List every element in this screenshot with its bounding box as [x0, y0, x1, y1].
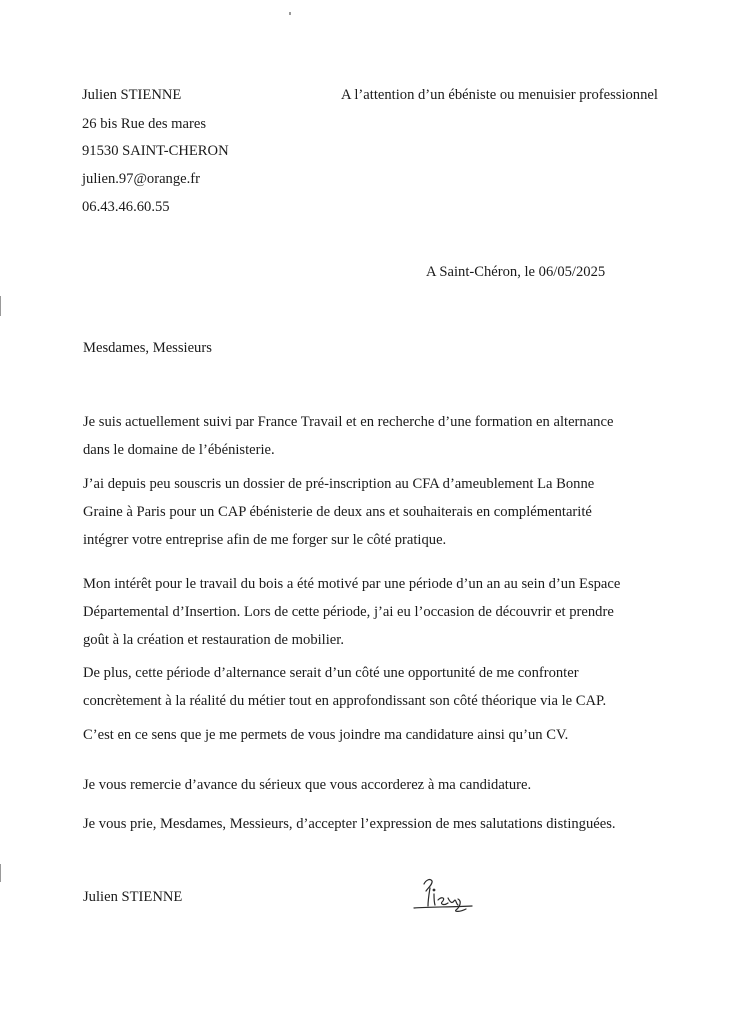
salutation: Mesdames, Messieurs	[83, 340, 212, 356]
sender-email: julien.97@orange.fr	[82, 171, 200, 187]
signature-scribble	[410, 874, 480, 916]
paragraph-line: Je vous prie, Mesdames, Messieurs, d’accepter l’expression de mes salutations distinguées.	[83, 816, 616, 832]
closing-name: Julien STIENNE	[83, 889, 183, 905]
paragraph-line: Graine à Paris pour un CAP ébénisterie de deux ans et souhaiterais en complémentarité	[83, 504, 592, 520]
paragraph-line: intégrer votre entreprise afin de me forger sur le côté pratique.	[83, 532, 447, 548]
paragraph-line: goût à la création et restauration de mobilier.	[83, 632, 344, 648]
sender-name: Julien STIENNE	[82, 87, 182, 103]
scan-speck	[289, 12, 291, 15]
paragraph-line: Départemental d’Insertion. Lors de cette période, j’ai eu l’occasion de découvrir et prendre	[83, 604, 614, 620]
paragraph-line: C’est en ce sens que je me permets de vous joindre ma candidature ainsi qu’un CV.	[83, 727, 569, 743]
paragraph	[83, 815, 643, 843]
paragraph-line: Je vous remercie d’avance du sérieux que vous accorderez à ma candidature.	[83, 777, 532, 793]
sender-phone: 06.43.46.60.55	[82, 199, 170, 215]
paragraph-line: Je suis actuellement suivi par France Travail et en recherche d’une formation en alternance	[83, 414, 614, 430]
scan-edge-mark	[0, 864, 1, 882]
place-date: A Saint-Chéron, le 06/05/2025	[426, 264, 606, 280]
paragraph	[83, 575, 643, 659]
sender-street: 26 bis Rue des mares	[82, 116, 207, 132]
paragraph	[83, 413, 643, 469]
paragraph	[83, 664, 643, 720]
paragraph-line: De plus, cette période d’alternance serait d’un côté une opportunité de me confronter	[83, 665, 579, 681]
signature	[410, 874, 480, 916]
recipient-line: A l’attention d’un ébéniste ou menuisier professionnel	[341, 87, 658, 103]
paragraph	[83, 475, 643, 559]
paragraph-line: dans le domaine de l’ébénisterie.	[83, 442, 275, 458]
paragraph-line: Mon intérêt pour le travail du bois a été motivé par une période d’un an au sein d’un Espace	[83, 576, 621, 592]
paragraph-line: concrètement à la réalité du métier tout en approfondissant son côté théorique via le CAP.	[83, 693, 607, 709]
scan-edge-mark	[0, 296, 1, 316]
paragraph	[83, 776, 643, 804]
paragraph	[83, 726, 643, 754]
paragraph-line: J’ai depuis peu souscris un dossier de pré-inscription au CFA d’ameublement La Bonne	[83, 476, 595, 492]
sender-city: 91530 SAINT-CHERON	[82, 143, 229, 159]
